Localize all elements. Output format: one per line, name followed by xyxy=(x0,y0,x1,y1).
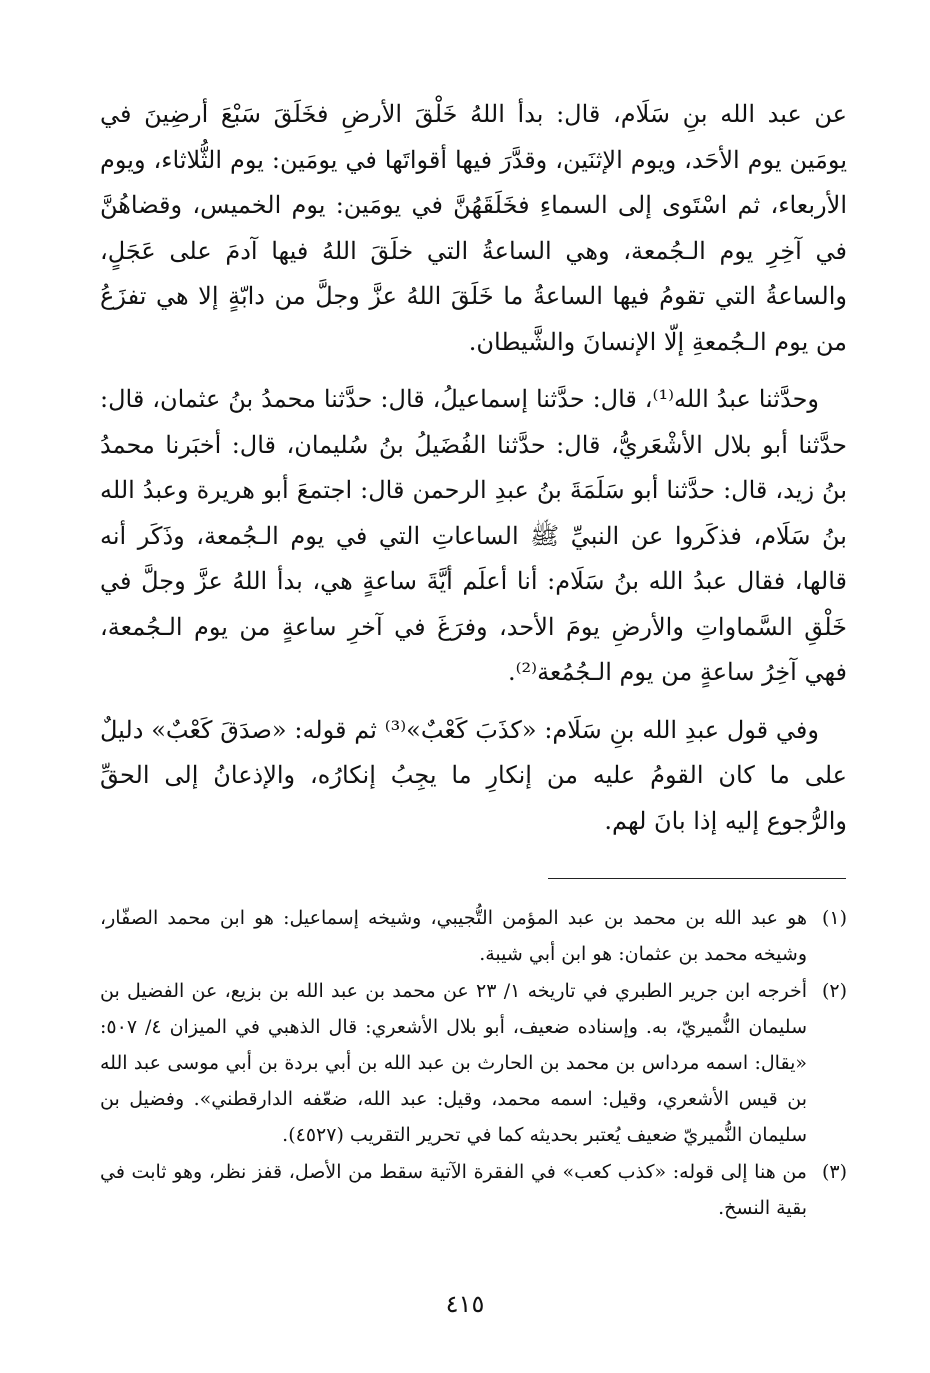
footnote-number: (١) xyxy=(821,907,847,929)
paragraph-3: وفي قول عبدِ الله بنِ سَلَام: «كذَبَ كَعْبٌ»⁽³⁾ ثم قوله: «صدَقَ كَعْبٌ» دليلٌ على ما كان القومُ عليه من إنكارِ ما يجِبُ إنكارُه، والإذعانُ إلى الحقِّ والرُّجوع إليه إذا بانَ لهم. xyxy=(100,715,847,835)
footnote-divider xyxy=(548,878,846,879)
paragraph-2: وحدَّثنا عبدُ الله⁽¹⁾، قال: حدَّثنا إسماعيلُ، قال: حدَّثنا محمدُ بنُ عثمان، قال: حدَّثنا أبو بلال الأشْعَريُّ، قال: حدَّثنا الفُضَيلُ بنُ سُليمان، قال: أخبَرنا محمدُ بنُ زيد، قال: حدَّثنا أبو سَلَمَةَ بنُ عبدِ الرحمن قال: اجتمعَ أبو هريرة وعبدُ الله بنُ سَلَام، فذكَروا عن النبيِّ ﷺ الساعاتِ التي في يوم الـجُمعة، وذَكَر أنه قالها، فقال عبدُ الله بنُ سَلَام: أنا أعلَم أيَّةَ ساعةٍ هي، بدأ اللهُ عزَّ وجلَّ في خَلْقِ السَّماواتِ والأرضِ يومَ الأحد، وفرَغَ في آخرِ ساعةٍ من يوم الـجُمعة، فهي آخِرُ ساعةٍ من يوم الـجُمُعة⁽²⁾. xyxy=(100,385,847,686)
footnotes xyxy=(100,900,847,1227)
footnote-text: من هنا إلى قوله: «كذب كعب» في الفقرة الآتية سقط من الأصل، قفز نظر، وهو ثابت في بقية النسخ. xyxy=(100,1161,807,1219)
footnote-text: هو عبد الله بن محمد بن عبد المؤمن التُّجيبي، وشيخه إسماعيل: هو ابن محمد الصفّار، وشيخه محمد بن عثمان: هو ابن أبي شيبة. xyxy=(100,907,807,965)
footnote-text: أخرجه ابن جرير الطبري في تاريخه ١/ ٢٣ عن محمد بن عبد الله بن بزيع، عن الفضيل بن سليمان النُّميريّ، به. وإسناده ضعيف، أبو بلال الأشعري: قال الذهبي في الميزان ٤/ ٥٠٧: «يقال: اسمه مرداس بن محمد بن الحارث بن عبد الله بن أبي بردة بن أبي موسى عبد الله بن قيس الأشعري، وقيل: اسمه محمد، وقيل: عبد الله، ضعّفه الدارقطني». وفضيل بن سليمان النُّميريّ ضعيف يُعتبر بحديثه كما في تحرير التقريب (٤٥٢٧). xyxy=(100,980,807,1146)
paragraph-1: عن عبد الله بنِ سَلَام، قال: بدأ اللهُ خَلْقَ الأرضِ فخَلَقَ سَبْعَ أرضِينَ في يومَين يوم الأحَد، ويوم الإثنَين، وقدَّرَ فيها أقواتَها في يومَين: يوم الثُّلاثاء، ويوم الأربعاء، ثم اسْتَوى إلى السماءِ فخَلَقَهُنَّ في يومَين: يوم الخميس، وقضاهُنَّ في آخِرِ يوم الـجُمعة، وهي الساعةُ التي خلَقَ اللهُ فيها آدمَ على عَجَلٍ، والساعةُ التي تقومُ فيها الساعةُ ما خَلَقَ اللهُ عزَّ وجلَّ من دابّةٍ إلا هي تفزَعُ من يوم الـجُمعةِ إلّا الإنسانَ والشَّيطان. xyxy=(100,100,847,356)
footnote-2 xyxy=(100,973,847,1153)
page-number: ٤١٥ xyxy=(445,1290,485,1318)
main-text xyxy=(100,92,847,856)
footnote-1 xyxy=(100,900,847,972)
footnote-number: (٣) xyxy=(821,1161,847,1183)
footnote-3 xyxy=(100,1154,847,1226)
footnote-number: (٢) xyxy=(821,980,847,1002)
